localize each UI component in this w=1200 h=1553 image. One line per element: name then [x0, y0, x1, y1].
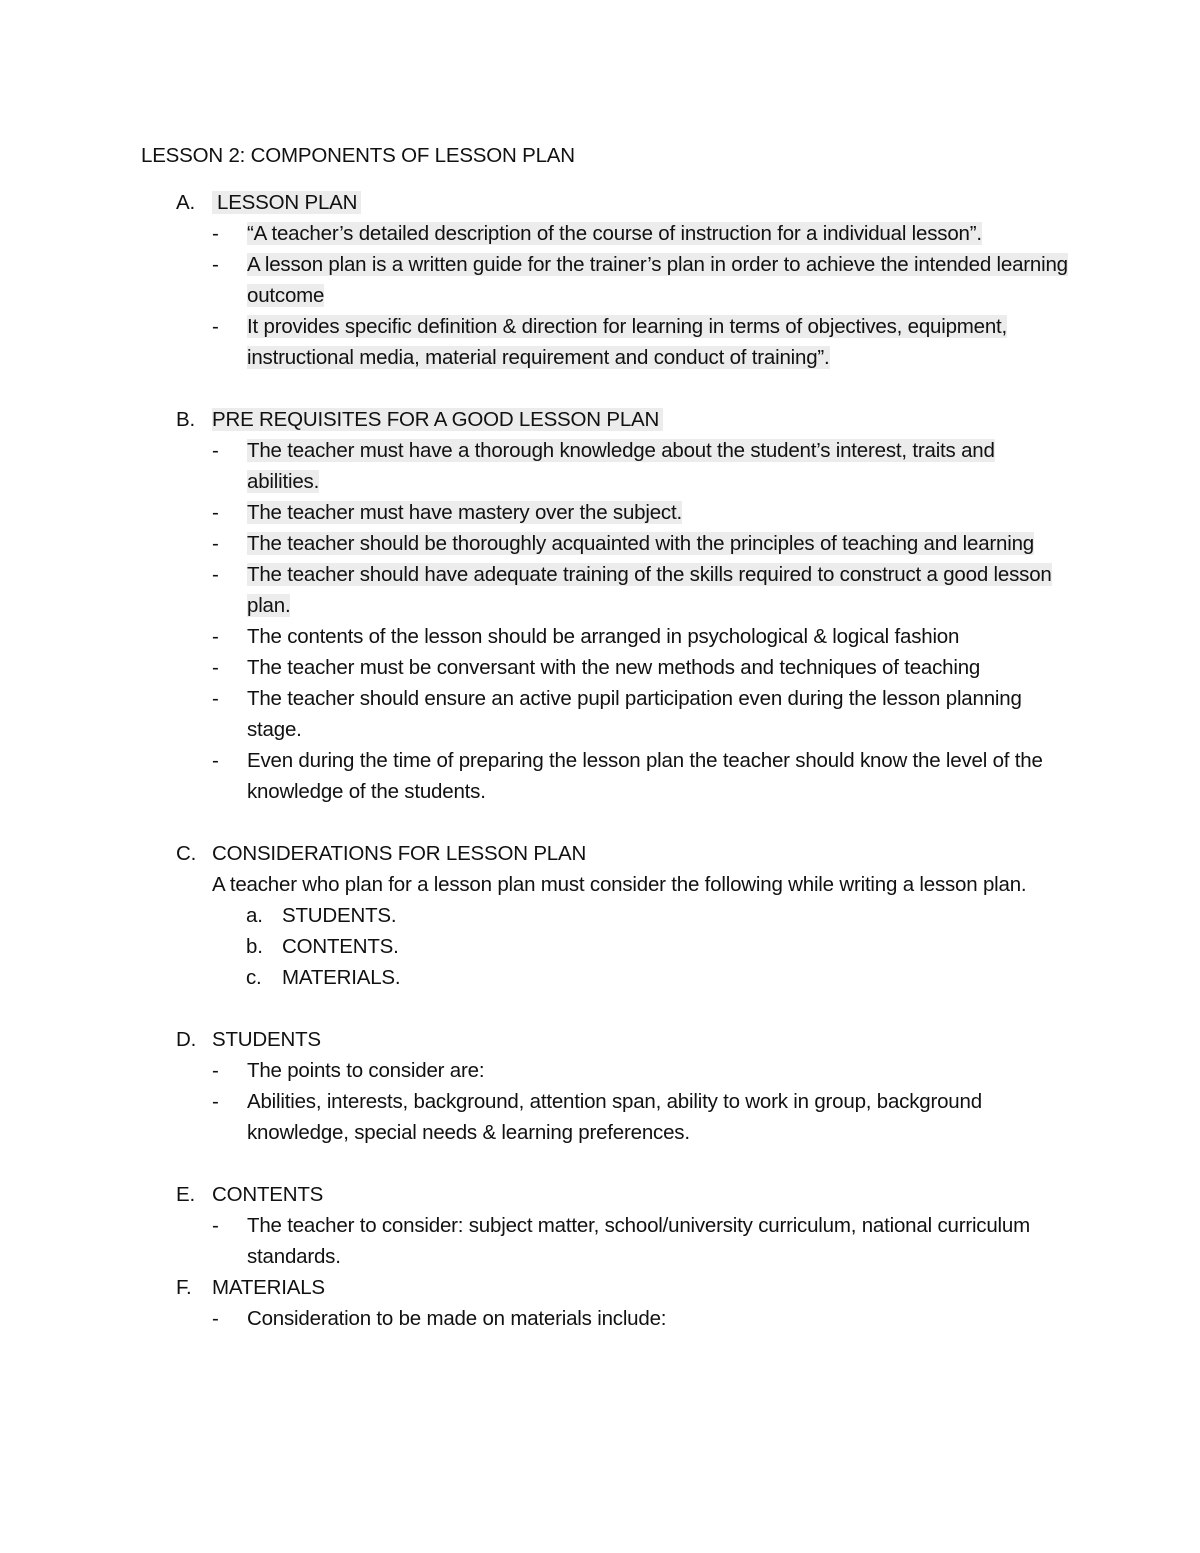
section-heading: LESSON PLAN	[212, 191, 361, 214]
list-item-text: “A teacher’s detailed description of the course of instruction for a individual lesson”.	[247, 222, 982, 245]
section-c	[141, 838, 1071, 900]
bullet-list	[212, 435, 1071, 807]
list-item-text: The teacher must have a thorough knowledge about the student’s interest, traits and abilities.	[247, 439, 995, 493]
sub-list	[141, 900, 1071, 993]
dash-marker: -	[212, 1307, 219, 1330]
section-f	[141, 1272, 1071, 1334]
section-letter: F.	[176, 1276, 192, 1299]
dash-marker: -	[212, 501, 219, 524]
list-item-text: The teacher to consider: subject matter, school/university curriculum, national curriculum standards.	[247, 1214, 1030, 1268]
section-letter: C.	[176, 842, 197, 865]
list-item-text: The teacher must be conversant with the new methods and techniques of teaching	[247, 656, 981, 679]
list-item	[212, 559, 1071, 621]
spacer	[141, 1148, 1071, 1179]
list-item-text: CONTENTS.	[282, 935, 399, 958]
spacer	[141, 373, 1071, 404]
bullet-list	[212, 1210, 1071, 1272]
dash-marker: -	[212, 439, 219, 462]
bullet-list	[212, 1055, 1071, 1148]
spacer	[141, 807, 1071, 838]
list-item	[212, 218, 1071, 249]
list-item-text: Abilities, interests, background, attention span, ability to work in group, background knowledge, special needs & learning preferences.	[247, 1090, 982, 1144]
list-item-text: The teacher should be thoroughly acquainted with the principles of teaching and learning	[247, 532, 1034, 555]
page-title: LESSON 2: COMPONENTS OF LESSON PLAN	[141, 144, 575, 167]
list-item	[141, 900, 1071, 931]
section-letter: E.	[176, 1183, 195, 1206]
list-item	[212, 249, 1071, 311]
dash-marker: -	[212, 253, 219, 276]
bullet-list	[212, 218, 1071, 373]
list-item-text: The points to consider are:	[247, 1059, 485, 1082]
section-heading: CONTENTS	[212, 1183, 324, 1206]
section-intro: A teacher who plan for a lesson plan must consider the following while writing a lesson plan.	[212, 873, 1027, 896]
list-item-text: It provides specific definition & direction for learning in terms of objectives, equipment, instructional media, material requirement and conduct of training”.	[247, 315, 1008, 369]
section-b	[141, 404, 1071, 807]
dash-marker: -	[212, 687, 219, 710]
document-body	[141, 140, 1071, 1334]
list-item	[212, 652, 1071, 683]
spacer	[141, 993, 1071, 1024]
bullet-list	[212, 1303, 1071, 1334]
sub-letter: c.	[246, 966, 262, 989]
dash-marker: -	[212, 749, 219, 772]
list-item-text: A lesson plan is a written guide for the trainer’s plan in order to achieve the intended learning outcome	[247, 253, 1068, 307]
list-item	[212, 1086, 1071, 1148]
list-item	[212, 528, 1071, 559]
section-heading: MATERIALS	[212, 1276, 325, 1299]
dash-marker: -	[212, 1059, 219, 1082]
section-e	[141, 1179, 1071, 1272]
section-heading: PRE REQUISITES FOR A GOOD LESSON PLAN	[212, 408, 663, 431]
list-item-text: The contents of the lesson should be arranged in psychological & logical fashion	[247, 625, 960, 648]
list-item	[141, 931, 1071, 962]
list-item-text: STUDENTS.	[282, 904, 397, 927]
section-heading: STUDENTS	[212, 1028, 321, 1051]
list-item-text: The teacher should ensure an active pupil participation even during the lesson planning stage.	[247, 687, 1022, 741]
dash-marker: -	[212, 656, 219, 679]
sub-letter: b.	[246, 935, 263, 958]
section-heading: CONSIDERATIONS FOR LESSON PLAN	[212, 842, 587, 865]
dash-marker: -	[212, 563, 219, 586]
list-item	[212, 497, 1071, 528]
section-a	[141, 187, 1071, 373]
list-item	[212, 1210, 1071, 1272]
dash-marker: -	[212, 1214, 219, 1237]
dash-marker: -	[212, 315, 219, 338]
list-item	[212, 683, 1071, 745]
list-item	[212, 311, 1071, 373]
section-d	[141, 1024, 1071, 1148]
list-item-text: MATERIALS.	[282, 966, 401, 989]
section-letter: B.	[176, 408, 195, 431]
list-item-text: The teacher should have adequate training of the skills required to construct a good lesson plan.	[247, 563, 1052, 617]
list-item-text: The teacher must have mastery over the subject.	[247, 501, 682, 524]
list-item-text: Even during the time of preparing the lesson plan the teacher should know the level of the knowledge of the students.	[247, 749, 1043, 803]
sub-letter: a.	[246, 904, 263, 927]
list-item-text: Consideration to be made on materials include:	[247, 1307, 667, 1330]
dash-marker: -	[212, 222, 219, 245]
list-item	[212, 621, 1071, 652]
section-letter: A.	[176, 191, 195, 214]
list-item	[212, 745, 1071, 807]
dash-marker: -	[212, 532, 219, 555]
list-item	[212, 1055, 1071, 1086]
list-item	[141, 962, 1071, 993]
dash-marker: -	[212, 625, 219, 648]
dash-marker: -	[212, 1090, 219, 1113]
list-item	[212, 435, 1071, 497]
section-letter: D.	[176, 1028, 197, 1051]
list-item	[212, 1303, 1071, 1334]
